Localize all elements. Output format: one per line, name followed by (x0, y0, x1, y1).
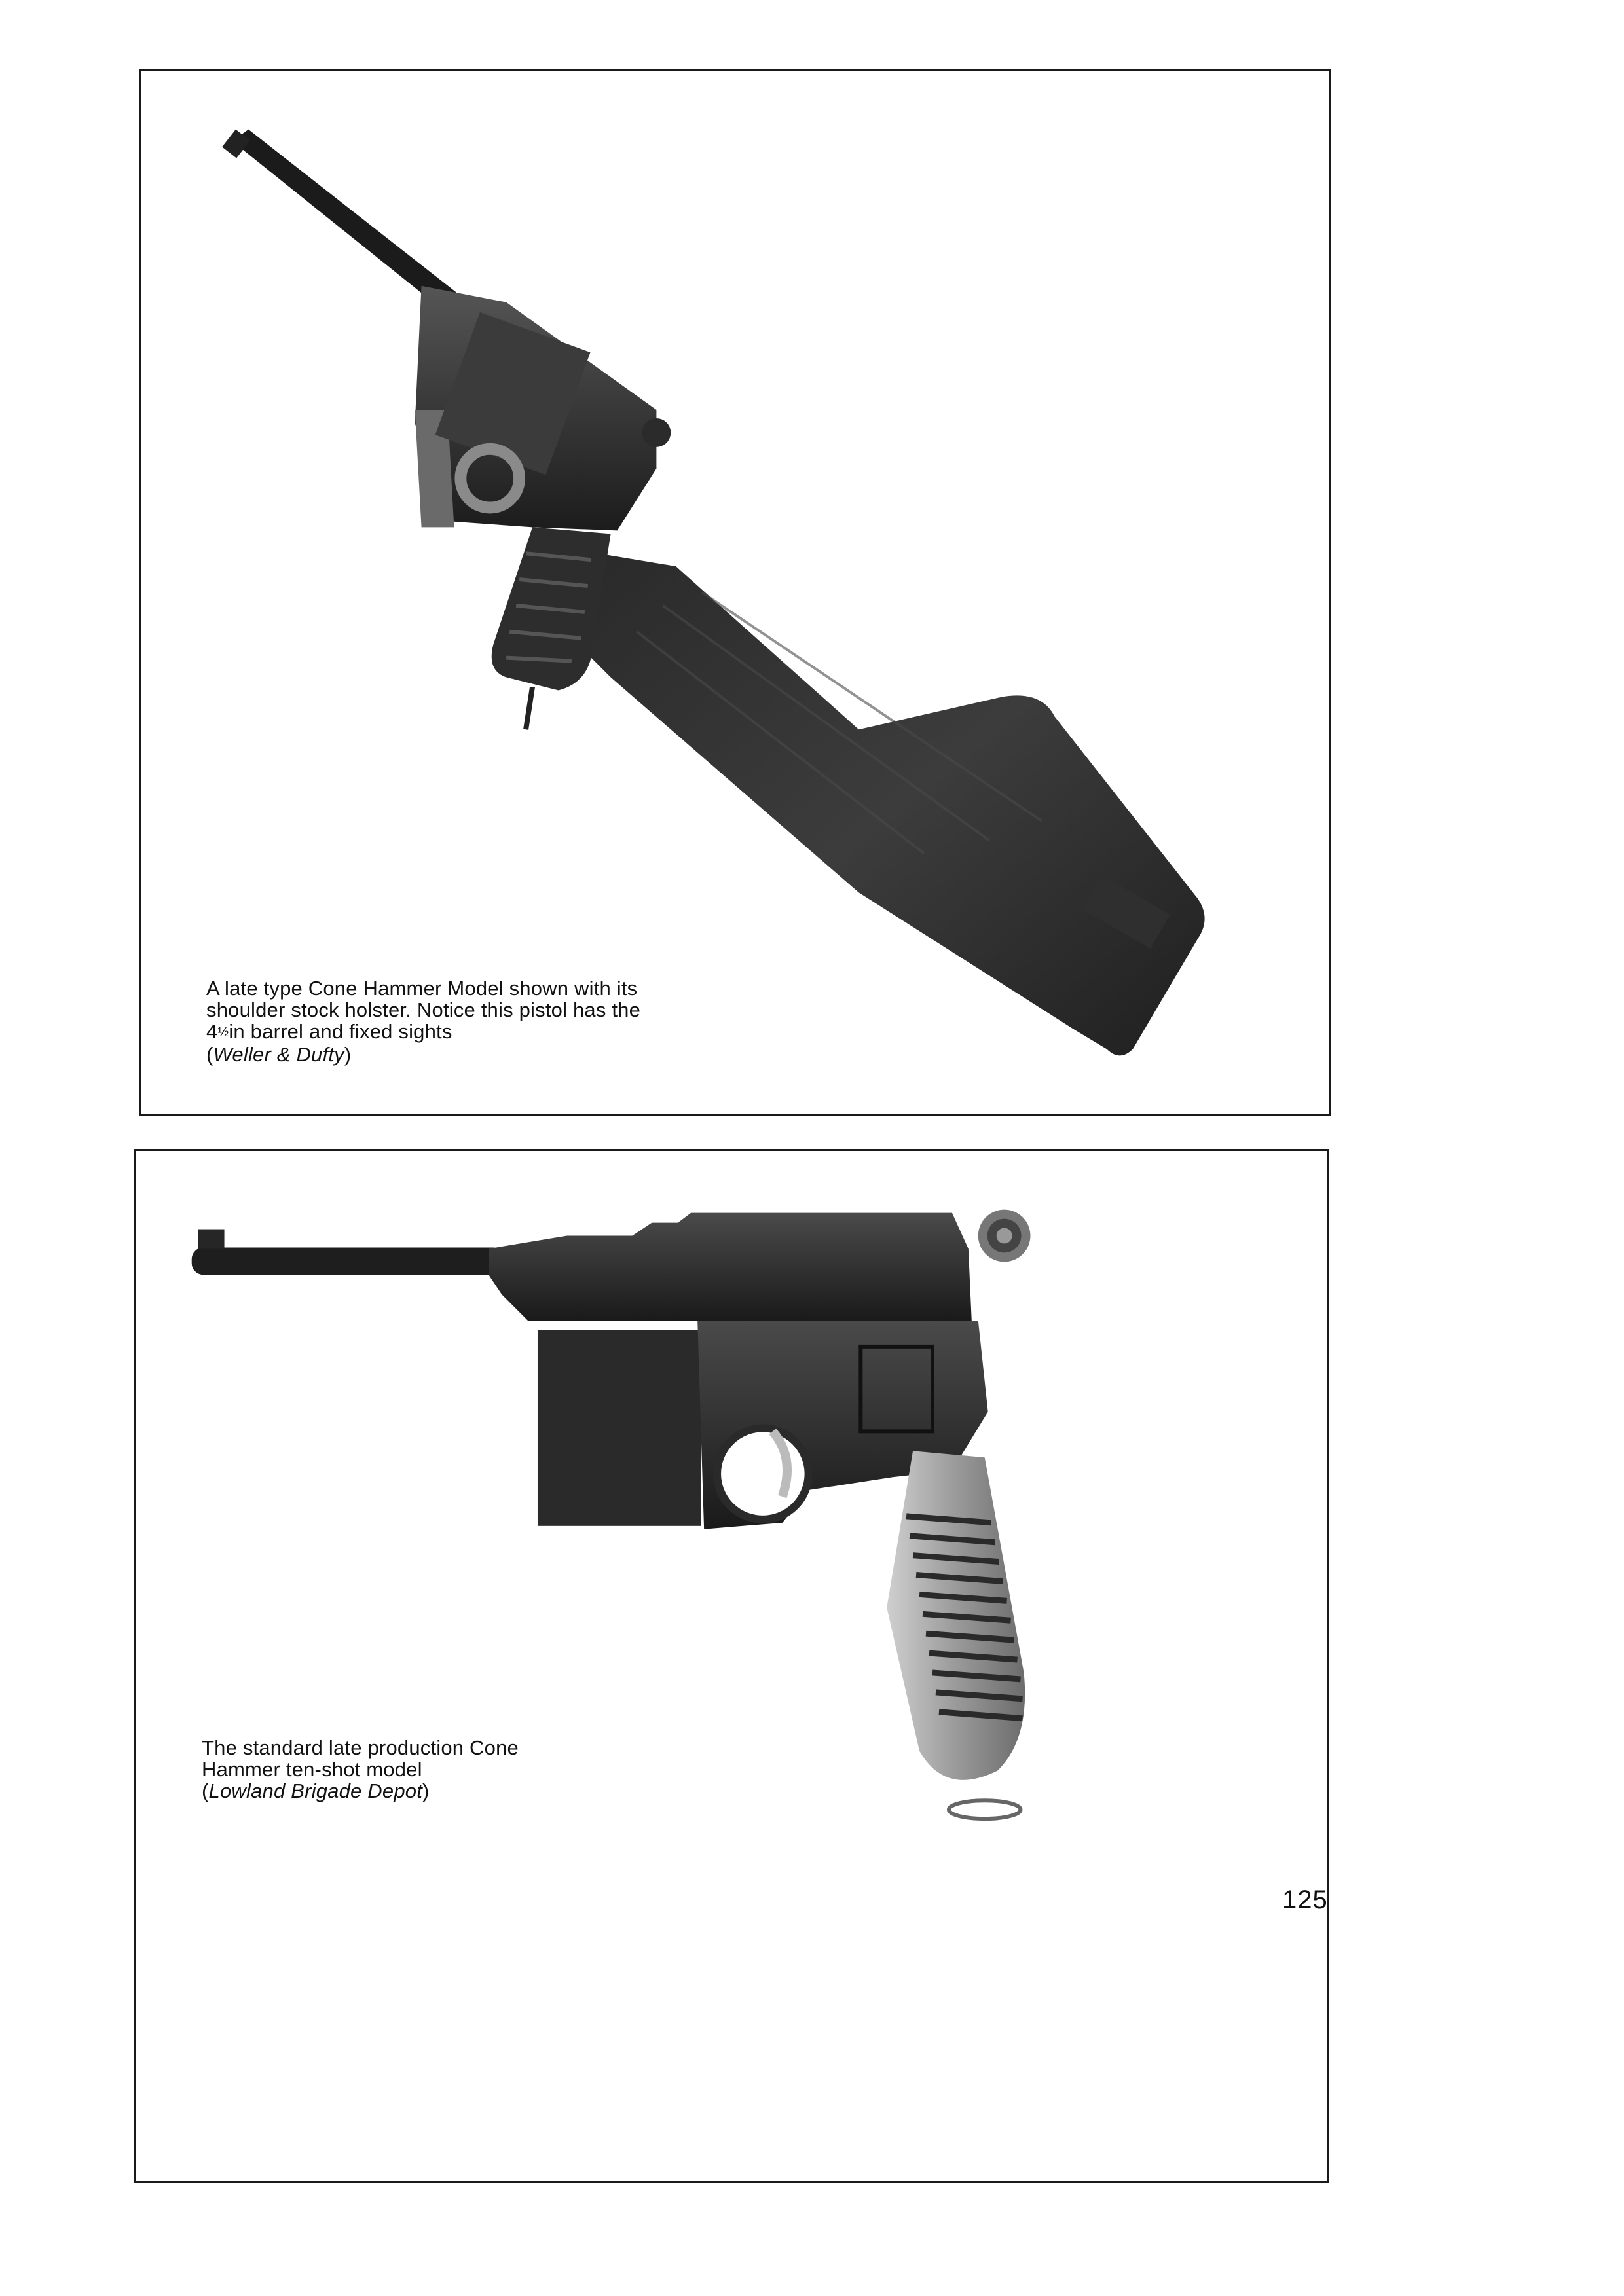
caption-barrel-text: in barrel and fixed sights (229, 1020, 452, 1043)
photo-credit: Lowland Brigade Depot (208, 1779, 423, 1802)
credit-close-paren: ) (422, 1779, 430, 1802)
caption-line: shoulder stock holster. Notice this pistol has the (206, 998, 641, 1021)
credit-open-paren: ( (206, 1043, 213, 1066)
caption-barrel-number: 4 (206, 1020, 218, 1043)
photo-credit: Weller & Dufty (213, 1043, 344, 1066)
credit-open-paren: ( (202, 1779, 209, 1802)
pistol-with-stock-photo (141, 71, 1329, 1114)
caption-bottom (202, 1737, 608, 1802)
pistol-ten-shot-photo (136, 1151, 1327, 2181)
photo-plate-top (139, 69, 1331, 1116)
caption-line: The standard late production Cone (202, 1736, 519, 1759)
caption-line: Hammer ten-shot model (202, 1758, 422, 1781)
caption-credit-line (202, 1780, 608, 1802)
caption-top (206, 977, 704, 1065)
caption-credit-line (206, 1044, 704, 1065)
credit-close-paren: ) (344, 1043, 352, 1066)
caption-barrel-fraction: ½ (217, 1025, 229, 1040)
caption-line (206, 1021, 704, 1044)
caption-line: A late type Cone Hammer Model shown with its (206, 977, 638, 1000)
page-number: 125 (1282, 1886, 1328, 1914)
photo-plate-bottom (134, 1149, 1329, 2183)
